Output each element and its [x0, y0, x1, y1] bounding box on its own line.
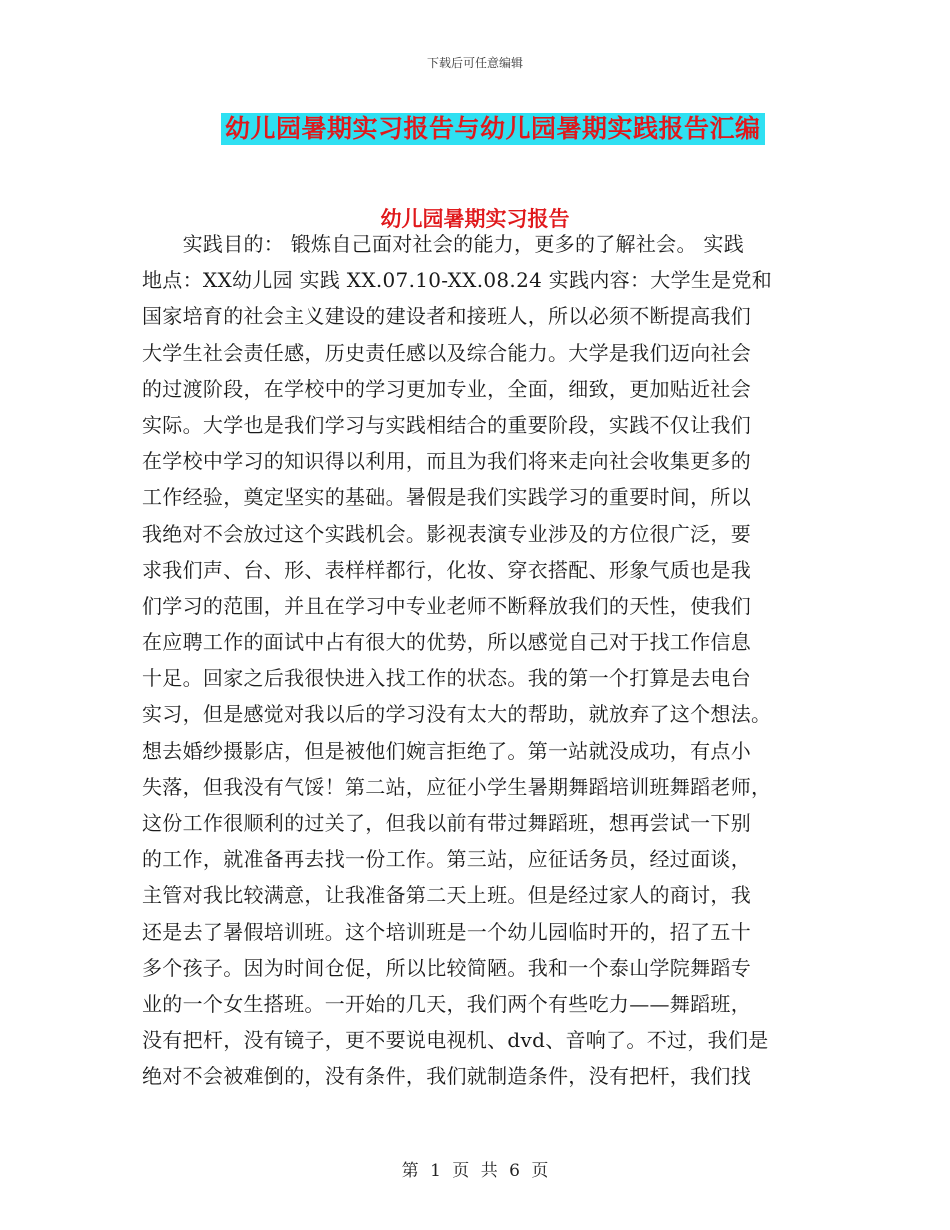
- text-line: 主管对我比较满意，让我准备第二天上班。但是经过家人的商讨，我: [142, 883, 751, 908]
- text-line: 实习，但是感觉对我以后的学习没有太大的帮助，就放弃了这个想法。: [142, 702, 772, 727]
- text-line: 大学生社会责任感，历史责任感以及综合能力。大学是我们迈向社会: [142, 340, 751, 365]
- text-line: 实践目的： 锻炼自己面对社会的能力，更多的了解社会。 实践: [142, 232, 745, 256]
- text-line: 绝对不会被难倒的，没有条件，我们就制造条件，没有把杆，我们找: [142, 1064, 751, 1089]
- text-line: 多个孩子。因为时间仓促，所以比较简陋。我和一个泰山学院舞蹈专: [142, 955, 751, 980]
- text-line: 没有把杆，没有镜子，更不要说电视机、dvd、音响了。不过，我们是: [142, 1028, 769, 1053]
- page-footer: 第 1 页 共 6 页: [401, 1161, 549, 1181]
- text-line: 我绝对不会放过这个实践机会。影视表演专业涉及的方位很广泛，要: [142, 521, 751, 546]
- text-line: 工作经验，奠定坚实的基础。暑假是我们实践学习的重要时间，所以: [142, 485, 751, 510]
- text-line: 这份工作很顺利的过关了，但我以前有带过舞蹈班，想再尝试一下别: [142, 811, 751, 835]
- text-line: 在学校中学习的知识得以利用，而且为我们将来走向社会收集更多的: [142, 449, 751, 474]
- header-note: 下载后可任意编辑: [426, 56, 523, 70]
- text-line: 十足。回家之后我很快进入找工作的状态。我的第一个打算是去电台: [142, 666, 751, 691]
- text-line: 地点：XX幼儿园 实践 XX.07.10-XX.08.24 实践内容：大学生是党和: [142, 268, 773, 293]
- section-title: 幼儿园暑期实习报告: [380, 207, 570, 231]
- text-line: 的工作，就准备再去找一份工作。第三站，应征话务员，经过面谈，: [142, 847, 751, 872]
- text-line: 想去婚纱摄影店，但是被他们婉言拒绝了。第一站就没成功，有点小: [142, 738, 751, 763]
- body-text: [142, 226, 812, 1095]
- text-line: 国家培育的社会主义建设的建设者和接班人，所以必须不断提高我们: [142, 304, 751, 329]
- document-title: 幼儿园暑期实习报告与幼儿园暑期实践报告汇编: [221, 113, 765, 145]
- text-line: 业的一个女生搭班。一开始的几天，我们两个有些吃力——舞蹈班，: [142, 991, 751, 1016]
- text-line: 们学习的范围，并且在学习中专业老师不断释放我们的天性，使我们: [142, 593, 751, 618]
- text-line: 还是去了暑假培训班。这个培训班是一个幼儿园临时开的，招了五十: [142, 919, 751, 944]
- text-line: 在应聘工作的面试中占有很大的优势，所以感觉自己对于找工作信息: [142, 630, 751, 655]
- text-line: 求我们声、台、形、表样样都行，化妆、穿衣搭配、形象气质也是我: [142, 557, 751, 582]
- text-line: 实际。大学也是我们学习与实践相结合的重要阶段，实践不仅让我们: [142, 412, 751, 437]
- text-line: 失落，但我没有气馁！第二站，应征小学生暑期舞蹈培训班舞蹈老师，: [142, 774, 772, 799]
- text-line: 的过渡阶段，在学校中的学习更加专业，全面，细致，更加贴近社会: [142, 376, 751, 401]
